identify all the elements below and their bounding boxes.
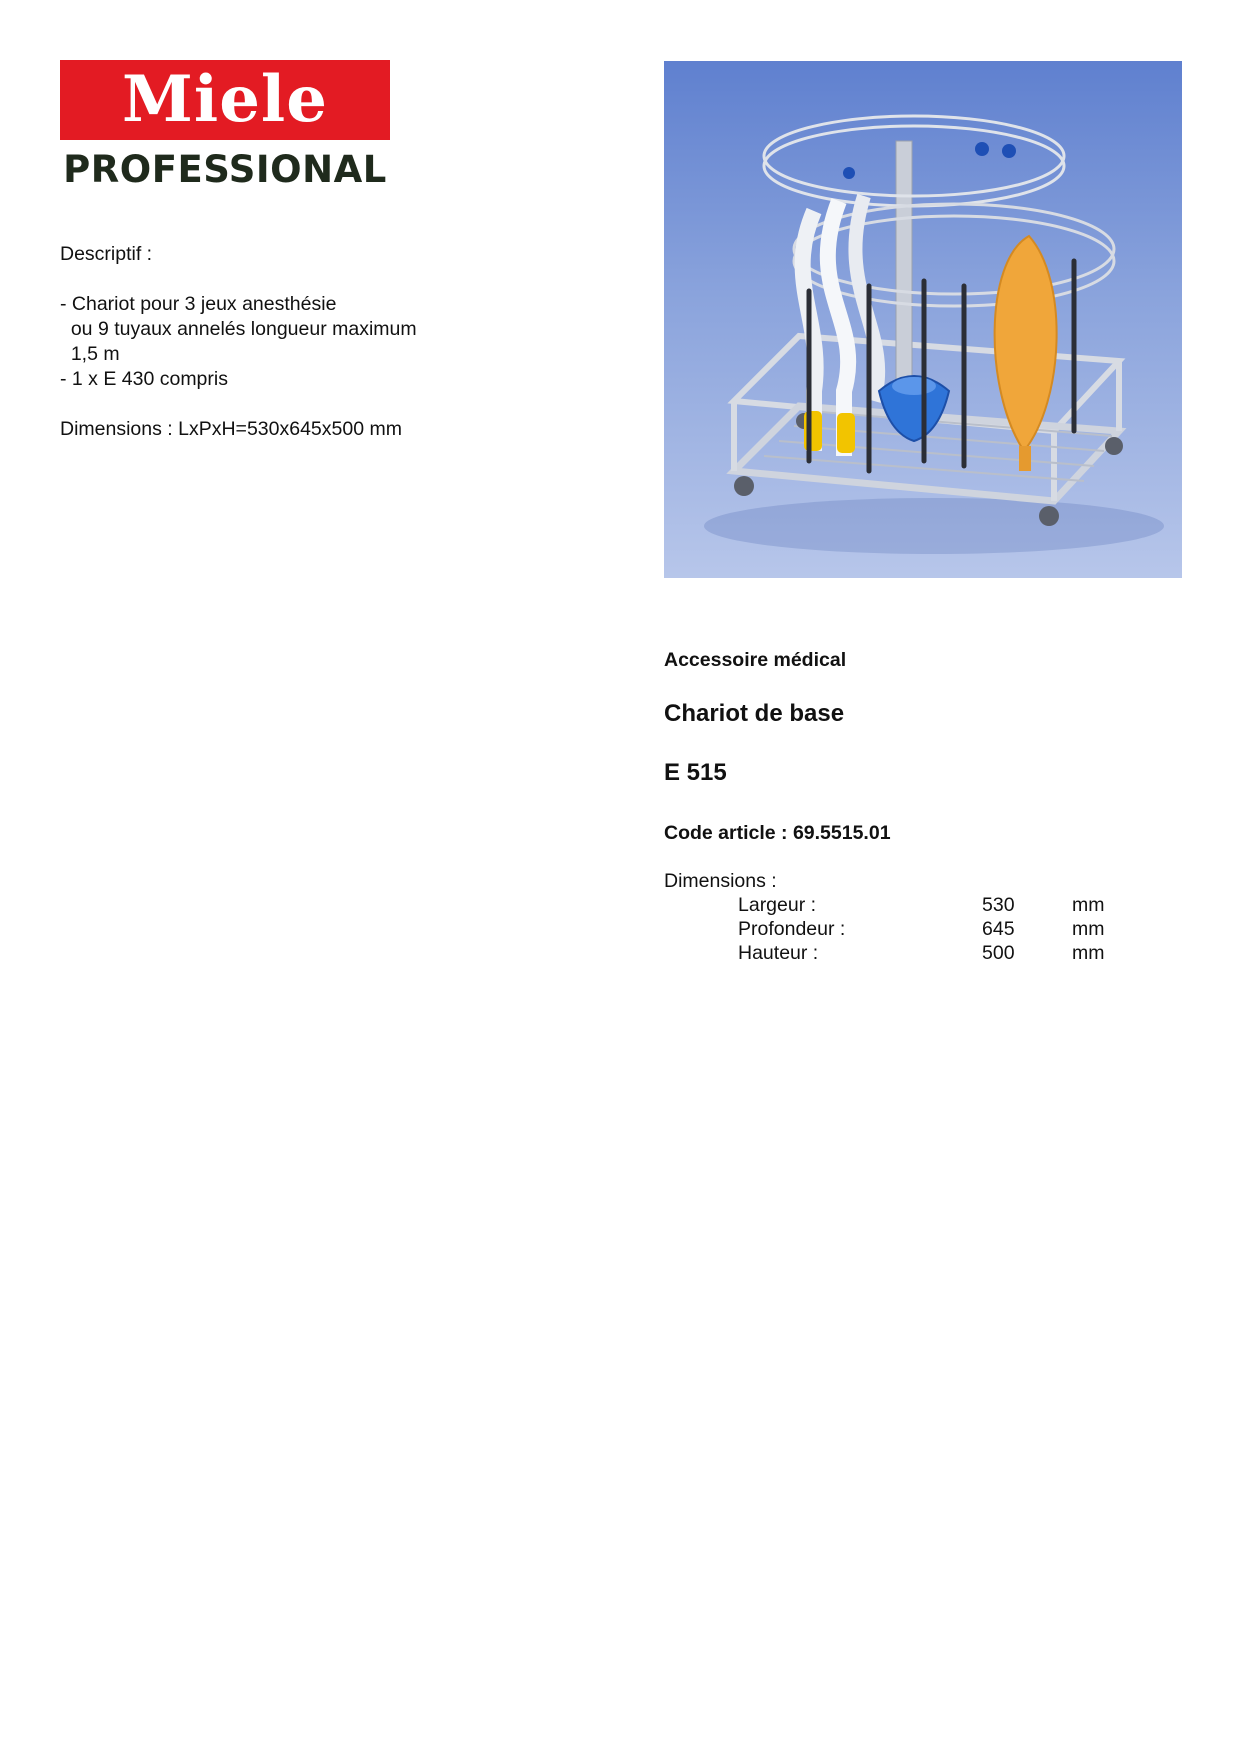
dimension-unit: mm	[1072, 918, 1105, 940]
dimension-row-width	[664, 893, 1224, 917]
description-block	[60, 242, 620, 442]
product-info	[664, 648, 1224, 965]
logo-wordmark: Miele	[122, 62, 328, 137]
dimension-value: 500	[982, 942, 1015, 964]
description-line: - 1 x E 430 compris	[60, 368, 228, 390]
dimension-label: Largeur :	[738, 894, 817, 916]
dimension-value: 530	[982, 894, 1015, 916]
product-photo-illustration	[664, 61, 1182, 578]
product-category: Accessoire médical	[664, 649, 847, 671]
dimension-unit: mm	[1072, 894, 1105, 916]
logo-red-banner	[60, 60, 390, 140]
product-code: Code article : 69.5515.01	[664, 822, 891, 844]
dimension-value: 645	[982, 918, 1015, 940]
product-name: Chariot de base	[664, 700, 845, 727]
product-photo	[664, 61, 1182, 578]
logo-subtitle: PROFESSIONAL	[63, 148, 387, 191]
description-line: ou 9 tuyaux annelés longueur maximum	[60, 318, 417, 340]
dimension-row-depth	[664, 917, 1224, 941]
dimensions-title: Dimensions :	[664, 870, 777, 892]
description-heading: Descriptif :	[60, 243, 153, 265]
dimension-label: Profondeur :	[738, 918, 846, 940]
dimension-row-height	[664, 941, 1224, 965]
miele-professional-logo	[60, 60, 390, 192]
dimension-unit: mm	[1072, 942, 1105, 964]
dimension-label: Hauteur :	[738, 942, 819, 964]
description-line: - Chariot pour 3 jeux anesthésie	[60, 293, 337, 315]
product-model: E 515	[664, 759, 727, 786]
description-dimensions: Dimensions : LxPxH=530x645x500 mm	[60, 418, 402, 440]
description-line: 1,5 m	[60, 343, 120, 365]
